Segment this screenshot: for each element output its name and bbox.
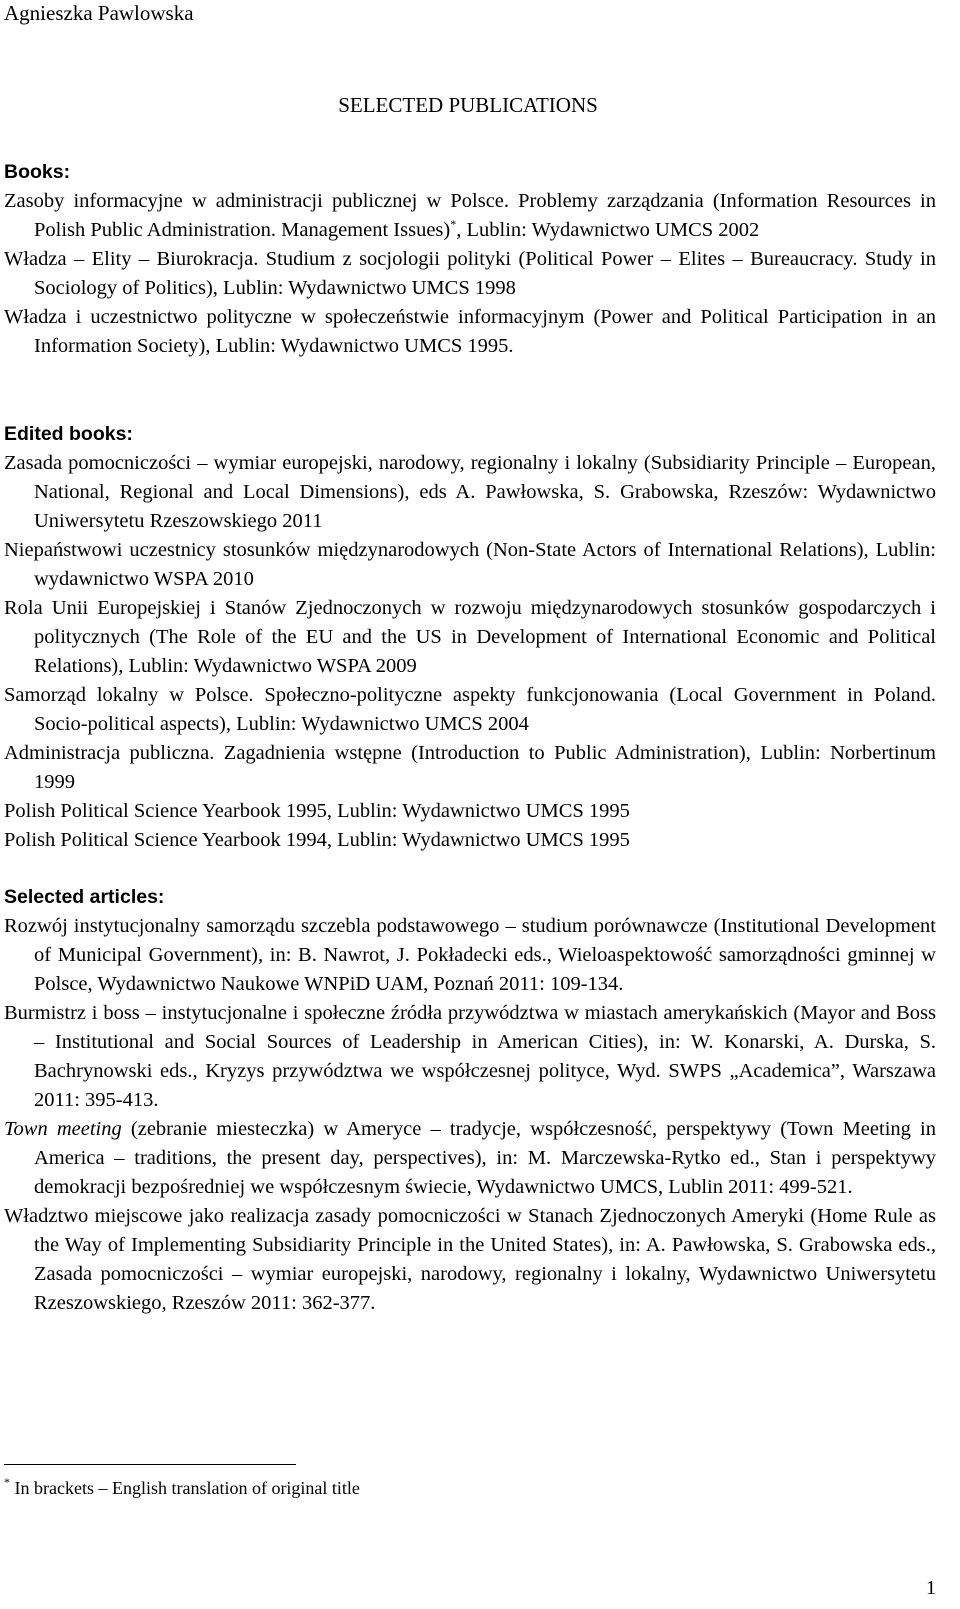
footnote-text: In brackets – English translation of original title <box>10 1478 360 1498</box>
article-title-italic: Town meeting <box>4 1118 122 1140</box>
articles-heading: Selected articles: <box>4 886 165 908</box>
article-entry: Władztwo miejscowe jako realizacja zasady pomocniczości w Stanach Zjednoczonych Ameryki (Home Rule as the Way of Implementing Subsidiarity Principle in the United States), in: A. Pawłowska, S. Grabowska eds., Zasada pomocniczości – wymiar europejski, narodowy, regionalny i lokalny, Wydawnictwo Uniwersytetu Rzeszowskiego, Rzeszów 2011: 362-377. <box>4 1205 936 1314</box>
book-entry-text: Zasoby informacyjne w administracji publicznej w Polsce. Problemy zarządzania (Information Resources in Polish Public Administration. Management Issues) <box>4 190 936 241</box>
articles-section <box>4 883 936 1318</box>
page-title: SELECTED PUBLICATIONS <box>338 93 598 117</box>
footnote-divider <box>4 1464 296 1465</box>
article-entry: Burmistrz i boss – instytucjonalne i społeczne źródła przywództwa w miastach amerykańskich (Mayor and Boss – Institutional and Social Sources of Leadership in American Cities), in: W. Konarski, A. Durska, S. Bachrynowski eds., Kryzys przywództwa we współczesnej polityce, Wyd. SWPS „Academica”, Warszawa 2011: 395-413. <box>4 1002 936 1111</box>
article-entry-text: (zebranie miesteczka) w Ameryce – tradycje, współczesność, perspektywy (Town Meeting in America – traditions, the present day, perspectives), in: M. Marczewska-Rytko ed., Stan i perspektywy demokracji bezpośredniej we współczesnym świecie, Wydawnictwo UMCS, Lublin 2011: 499-521. <box>34 1118 936 1198</box>
books-heading: Books: <box>4 161 71 183</box>
edited-books-heading: Edited books: <box>4 423 133 445</box>
author-name: Agnieszka Pawlowska <box>4 1 194 25</box>
article-entry: Rozwój instytucjonalny samorządu szczebla podstawowego – studium porównawcze (Institutional Development of Municipal Government), in: B. Nawrot, J. Pokładecki eds., Wieloaspektowość samorządności gminnej w Polsce, Wydawnictwo Naukowe WNPiD UAM, Poznań 2011: 109-134. <box>4 915 936 995</box>
edited-book-entry: Samorząd lokalny w Polsce. Społeczno-polityczne aspekty funkcjonowania (Local Government in Poland. Socio-political aspects), Lublin: Wydawnictwo UMCS 2004 <box>4 684 936 735</box>
edited-book-entry: Zasada pomocniczości – wymiar europejski, narodowy, regionalny i lokalny (Subsidiarity Principle – European, National, Regional and Local Dimensions), eds A. Pawłowska, S. Grabowska, Rzeszów: Wydawnictwo Uniwersytetu Rzeszowskiego 2011 <box>4 452 936 532</box>
book-entry: Władza i uczestnictwo polityczne w społeczeństwie informacyjnym (Power and Political Participation in an Information Society), Lublin: Wydawnictwo UMCS 1995. <box>4 306 936 357</box>
edited-book-entry: Rola Unii Europejskiej i Stanów Zjednoczonych w rozwoju międzynarodowych stosunków gospodarczych i politycznych (The Role of the EU and the US in Development of International Economic and Political Relations), Lublin: Wydawnictwo WSPA 2009 <box>4 597 936 677</box>
footnote <box>4 1476 360 1500</box>
edited-books-section <box>4 420 936 855</box>
article-entry <box>4 1115 936 1202</box>
footnote-marker: * <box>4 1475 10 1489</box>
edited-book-entry: Niepaństwowi uczestnicy stosunków międzynarodowych (Non-State Actors of International Relations), Lublin: wydawnictwo WSPA 2010 <box>4 539 936 590</box>
edited-book-entry: Polish Political Science Yearbook 1995, Lublin: Wydawnictwo UMCS 1995 <box>4 800 630 822</box>
books-section <box>4 158 936 361</box>
edited-book-entry: Administracja publiczna. Zagadnienia wstępne (Introduction to Public Administration), Lublin: Norbertinum 1999 <box>4 742 936 793</box>
footnote-marker: * <box>450 217 457 231</box>
book-entry-text: , Lublin: Wydawnictwo UMCS 2002 <box>456 219 760 241</box>
book-entry: Władza – Elity – Biurokracja. Studium z socjologii polityki (Political Power – Elites – Bureaucracy. Study in Sociology of Politics), Lublin: Wydawnictwo UMCS 1998 <box>4 248 936 299</box>
page-number: 1 <box>926 1577 936 1599</box>
book-entry <box>4 187 936 245</box>
edited-book-entry: Polish Political Science Yearbook 1994, Lublin: Wydawnictwo UMCS 1995 <box>4 829 630 851</box>
